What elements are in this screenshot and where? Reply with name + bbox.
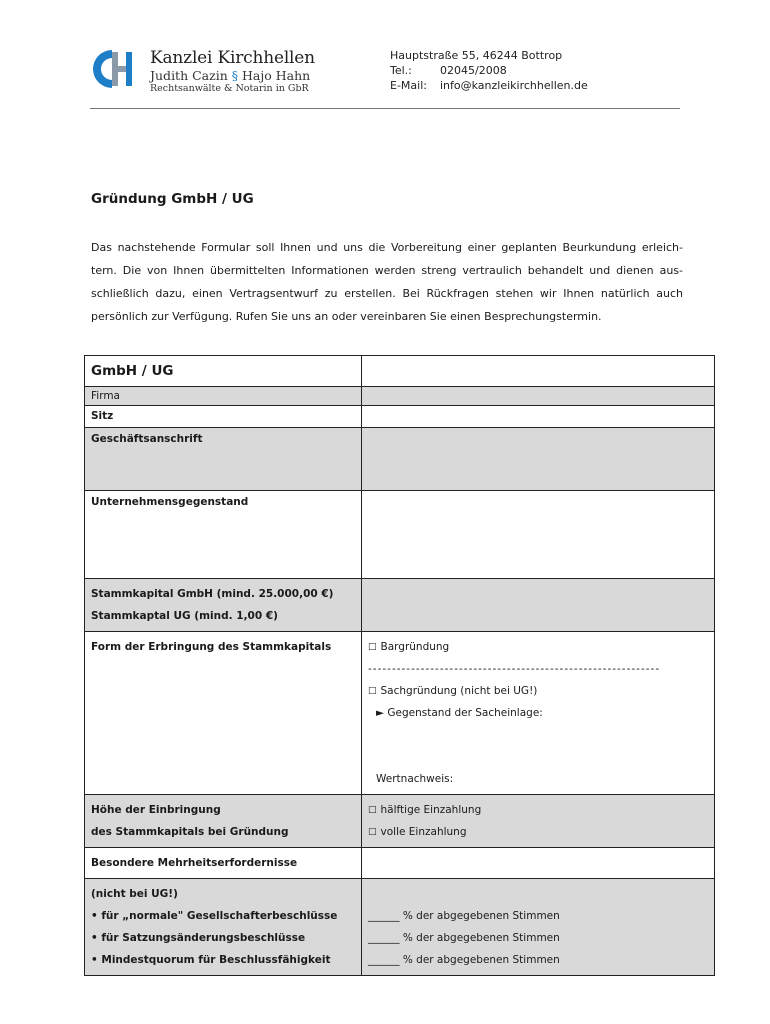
label-mehrheit-details: (nicht bei UG!) • für „normale" Gesellschafterbeschlüsse • für Satzungsänderungsbeschlüsse • Mindestquorum für Beschlussfähigkeit [85,879,362,976]
row-form-erbringung [85,632,715,795]
table-header-value [362,356,715,387]
row-sitz [85,406,715,428]
stimmen-normale[interactable]: ______ % der abgegebenen Stimmen [368,910,560,922]
label-gegenstand: Unternehmensgegenstand [85,491,362,579]
logo-ch-mark-icon [90,46,138,92]
row-gegenstand [85,491,715,579]
firm-partners: Judith Cazin § Hajo Hahn [150,68,311,83]
stimmen-satzung[interactable]: ______ % der abgegebenen Stimmen [368,932,560,944]
checkbox-icon[interactable]: □ [368,642,377,652]
row-firma [85,387,715,406]
field-firma[interactable] [362,387,715,406]
label-mehrheit: Besondere Mehrheitserfordernisse [85,848,362,879]
field-anschrift[interactable] [362,428,715,491]
checkbox-icon[interactable]: □ [368,805,377,815]
field-gegenstand[interactable] [362,491,715,579]
table-header-label: GmbH / UG [85,356,362,387]
option-separator: ------------------------------------------------------------- [368,663,661,675]
field-mehrheit-details [362,879,715,976]
label-sitz: Sitz [85,406,362,428]
field-sitz[interactable] [362,406,715,428]
label-anschrift: Geschäftsanschrift [85,428,362,491]
page-title: Gründung GmbH / UG [91,191,254,207]
email-row [390,78,588,93]
founding-form-table [84,355,715,976]
wertnachweis-label: Wertnachweis: [376,773,454,785]
phone-number: 02045/2008 [440,64,507,77]
firm-name: Kanzlei Kirchhellen [150,48,315,68]
option-volle-einzahlung[interactable]: □ volle Einzahlung [368,826,467,838]
phone-label: Tel.: [390,64,412,77]
email-label: E-Mail: [390,79,427,92]
firm-subtitle: Rechtsanwälte & Notarin in GbR [150,83,309,94]
firm-logo [90,44,320,96]
address: Hauptstraße 55, 46244 Bottrop [390,49,563,62]
intro-paragraph: Das nachstehende Formular soll Ihnen und uns die Vorbereitung einer geplanten Beurkundung erleich-tern. Die von Ihnen übermittelten Informationen werden streng vertraulich behandelt und dienen aus-schließlich dazu, einen Vertragsentwurf zu erstellen. Bei Rückfragen stehen wir Ihnen natürlich auch persönlich zur Verfügung. Rufen Sie uns an oder vereinbaren Sie einen Besprechungstermin. [91,241,683,323]
field-stammkapital[interactable] [362,579,715,632]
sacheinlage-field[interactable] [368,724,708,768]
table-header-row [85,356,715,387]
phone-row [390,63,588,78]
field-form-erbringung [362,632,715,795]
field-mehrheit [362,848,715,879]
label-firma: Firma [85,387,362,406]
field-hoehe-einbringung [362,795,715,848]
email-address: info@kanzleikirchhellen.de [440,79,588,92]
checkbox-icon[interactable]: □ [368,686,377,696]
label-hoehe-einbringung: Höhe der Einbringung des Stammkapitals bei Gründung [85,795,362,848]
label-stammkapital: Stammkapital GmbH (mind. 25.000,00 €) Stammkaptal UG (mind. 1,00 €) [85,579,362,632]
row-anschrift [85,428,715,491]
row-hoehe-einbringung [85,795,715,848]
sacheinlage-label: ► Gegenstand der Sacheinlage: [376,707,543,719]
contact-block [390,48,588,93]
option-bargruendung[interactable]: □ Bargründung [368,641,450,653]
row-stammkapital [85,579,715,632]
option-haelftige-einzahlung[interactable]: □ hälftige Einzahlung [368,804,482,816]
stimmen-quorum[interactable]: ______ % der abgegebenen Stimmen [368,954,560,966]
row-mehrheit [85,848,715,879]
checkbox-icon[interactable]: □ [368,827,377,837]
row-mehrheit-details [85,879,715,976]
header-divider [90,108,680,109]
option-sachgruendung[interactable]: □ Sachgründung (nicht bei UG!) [368,685,538,697]
label-form-erbringung: Form der Erbringung des Stammkapitals [85,632,362,795]
